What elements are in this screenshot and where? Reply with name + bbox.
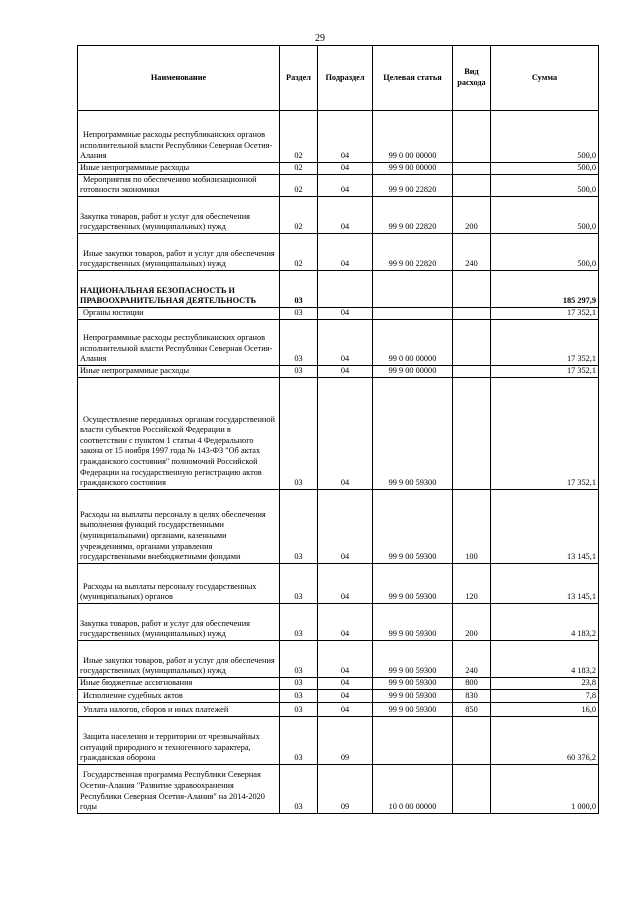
row-article-cell: 99 9 00 22820: [373, 233, 453, 270]
row-article-cell: 99 9 00 00000: [373, 163, 453, 175]
row-expense-type-cell: [453, 270, 491, 307]
row-expense-type-cell: [453, 377, 491, 489]
table-row: [78, 716, 599, 764]
row-sum-cell: 500,0: [491, 174, 599, 196]
row-podrazdel-cell: 04: [318, 233, 373, 270]
row-article-cell: 99 9 00 22820: [373, 174, 453, 196]
row-article-cell: [373, 307, 453, 319]
row-sum-cell: 500,0: [491, 111, 599, 163]
row-razdel-cell: 02: [280, 174, 318, 196]
row-article-cell: 99 0 00 00000: [373, 319, 453, 365]
row-name-cell: Мероприятия по обеспечению мобилизационной готовности экономики: [78, 174, 280, 196]
row-expense-type-cell: 200: [453, 196, 491, 233]
table-row: [78, 689, 599, 702]
row-name-cell: Закупка товаров, работ и услуг для обеспечения государственных (муниципальных) нужд: [78, 196, 280, 233]
row-razdel-cell: 03: [280, 319, 318, 365]
budget-table: [77, 45, 599, 814]
table-row: [78, 365, 599, 377]
row-sum-cell: 13 145,1: [491, 489, 599, 563]
table-header-row: [78, 46, 599, 111]
row-razdel-cell: 03: [280, 563, 318, 603]
row-sum-cell: 500,0: [491, 163, 599, 175]
row-razdel-cell: 02: [280, 163, 318, 175]
row-sum-cell: 17 352,1: [491, 319, 599, 365]
table-row: [78, 377, 599, 489]
row-razdel-cell: 03: [280, 640, 318, 677]
row-podrazdel-cell: 04: [318, 307, 373, 319]
table-row: [78, 270, 599, 307]
row-name-cell: Исполнение судебных актов: [78, 689, 280, 702]
column-header-expense-type: Вид расхода: [453, 46, 491, 111]
row-article-cell: [373, 716, 453, 764]
column-header-podrazdel: Подраздел: [318, 46, 373, 111]
table-row: [78, 489, 599, 563]
row-sum-cell: 4 183,2: [491, 603, 599, 640]
row-sum-cell: 17 352,1: [491, 365, 599, 377]
column-header-name: Наименование: [78, 46, 280, 111]
row-podrazdel-cell: 04: [318, 163, 373, 175]
row-article-cell: 99 9 00 59300: [373, 377, 453, 489]
row-podrazdel-cell: 04: [318, 365, 373, 377]
row-name-cell: Иные закупки товаров, работ и услуг для обеспечения государственных (муниципальных) нужд: [78, 233, 280, 270]
table-row: [78, 174, 599, 196]
row-expense-type-cell: 800: [453, 677, 491, 689]
row-name-cell: Уплата налогов, сборов и иных платежей: [78, 702, 280, 716]
row-razdel-cell: 03: [280, 365, 318, 377]
table-row: [78, 563, 599, 603]
row-razdel-cell: 02: [280, 196, 318, 233]
row-article-cell: 99 9 00 00000: [373, 365, 453, 377]
row-article-cell: 99 9 00 22820: [373, 196, 453, 233]
row-article-cell: 99 9 00 59300: [373, 563, 453, 603]
row-article-cell: 99 9 00 59300: [373, 689, 453, 702]
row-expense-type-cell: [453, 307, 491, 319]
row-expense-type-cell: 200: [453, 603, 491, 640]
row-sum-cell: 17 352,1: [491, 307, 599, 319]
table-row: [78, 233, 599, 270]
row-razdel-cell: 03: [280, 489, 318, 563]
row-podrazdel-cell: 09: [318, 764, 373, 813]
row-podrazdel-cell: 04: [318, 319, 373, 365]
row-expense-type-cell: [453, 365, 491, 377]
row-razdel-cell: 03: [280, 603, 318, 640]
row-razdel-cell: 03: [280, 307, 318, 319]
row-name-cell: НАЦИОНАЛЬНАЯ БЕЗОПАСНОСТЬ И ПРАВООХРАНИТЕЛЬНАЯ ДЕЯТЕЛЬНОСТЬ: [78, 270, 280, 307]
table-row: [78, 702, 599, 716]
table-row: [78, 163, 599, 175]
row-article-cell: [373, 270, 453, 307]
row-podrazdel-cell: 04: [318, 677, 373, 689]
row-podrazdel-cell: 04: [318, 563, 373, 603]
row-article-cell: 99 0 00 00000: [373, 111, 453, 163]
row-podrazdel-cell: 04: [318, 603, 373, 640]
row-name-cell: Иные непрограммные расходы: [78, 365, 280, 377]
row-name-cell: Органы юстиции: [78, 307, 280, 319]
row-expense-type-cell: 100: [453, 489, 491, 563]
row-expense-type-cell: [453, 319, 491, 365]
row-expense-type-cell: [453, 174, 491, 196]
table-body: [78, 111, 599, 814]
row-expense-type-cell: 850: [453, 702, 491, 716]
table-row: [78, 307, 599, 319]
row-sum-cell: 1 000,0: [491, 764, 599, 813]
row-podrazdel-cell: [318, 270, 373, 307]
row-podrazdel-cell: 04: [318, 489, 373, 563]
row-podrazdel-cell: 04: [318, 174, 373, 196]
row-podrazdel-cell: 04: [318, 689, 373, 702]
row-razdel-cell: 03: [280, 716, 318, 764]
row-razdel-cell: 03: [280, 764, 318, 813]
row-sum-cell: 500,0: [491, 233, 599, 270]
row-name-cell: Иные непрограммные расходы: [78, 163, 280, 175]
row-name-cell: Расходы на выплаты персоналу государственных (муниципальных) органов: [78, 563, 280, 603]
table-row: [78, 196, 599, 233]
table-row: [78, 319, 599, 365]
row-expense-type-cell: 240: [453, 640, 491, 677]
row-expense-type-cell: 120: [453, 563, 491, 603]
row-expense-type-cell: 240: [453, 233, 491, 270]
row-expense-type-cell: [453, 764, 491, 813]
row-sum-cell: 13 145,1: [491, 563, 599, 603]
row-razdel-cell: 03: [280, 689, 318, 702]
row-sum-cell: 23,8: [491, 677, 599, 689]
row-sum-cell: 17 352,1: [491, 377, 599, 489]
row-name-cell: Закупка товаров, работ и услуг для обеспечения государственных (муниципальных) нужд: [78, 603, 280, 640]
page-number: 29: [315, 33, 325, 44]
row-name-cell: Расходы на выплаты персоналу в целях обеспечения выполнения функций государственными (муниципальными) органами, казенными учреждениями, органами управления государственными внебюджетными фондами: [78, 489, 280, 563]
row-podrazdel-cell: 04: [318, 702, 373, 716]
row-article-cell: 99 9 00 59300: [373, 702, 453, 716]
row-sum-cell: 60 376,2: [491, 716, 599, 764]
row-name-cell: Иные бюджетные ассигнования: [78, 677, 280, 689]
row-expense-type-cell: 830: [453, 689, 491, 702]
row-razdel-cell: 03: [280, 702, 318, 716]
row-name-cell: Непрограммные расходы республиканских органов исполнительной власти Республики Северная Осетия-Алания: [78, 111, 280, 163]
row-expense-type-cell: [453, 716, 491, 764]
table-row: [78, 603, 599, 640]
row-podrazdel-cell: 09: [318, 716, 373, 764]
row-name-cell: Осуществление переданных органам государственной власти субъектов Российской Федерации в соответствии с пунктом 1 статьи 4 Федерального закона от 15 ноября 1997 года № 143-ФЗ "Об актах гражданского состояния" полномочий Российской Федерации на государственную регистрацию актов гражданского состояния: [78, 377, 280, 489]
table-row: [78, 677, 599, 689]
row-podrazdel-cell: 04: [318, 640, 373, 677]
row-expense-type-cell: [453, 163, 491, 175]
column-header-target-article: Целевая статья: [373, 46, 453, 111]
row-name-cell: Защита населения и территории от чрезвычайных ситуаций природного и техногенного характера, гражданская оборона: [78, 716, 280, 764]
row-podrazdel-cell: 04: [318, 377, 373, 489]
row-article-cell: 99 9 00 59300: [373, 677, 453, 689]
table-row: [78, 111, 599, 163]
row-podrazdel-cell: 04: [318, 196, 373, 233]
row-article-cell: 99 9 00 59300: [373, 489, 453, 563]
row-sum-cell: 4 183,2: [491, 640, 599, 677]
row-podrazdel-cell: 04: [318, 111, 373, 163]
row-name-cell: Государственная программа Республики Северная Осетия-Алания "Развитие здравоохранения Республики Северная Осетия-Алания" на 2014-2020 годы: [78, 764, 280, 813]
row-name-cell: Непрограммные расходы республиканских органов исполнительной власти Республики Северная Осетия-Алания: [78, 319, 280, 365]
row-sum-cell: 16,0: [491, 702, 599, 716]
row-expense-type-cell: [453, 111, 491, 163]
table-row: [78, 640, 599, 677]
row-razdel-cell: 03: [280, 677, 318, 689]
row-name-cell: Иные закупки товаров, работ и услуг для обеспечения государственных (муниципальных) нужд: [78, 640, 280, 677]
column-header-razdel: Раздел: [280, 46, 318, 111]
row-article-cell: 99 9 00 59300: [373, 603, 453, 640]
row-razdel-cell: 02: [280, 233, 318, 270]
row-sum-cell: 7,8: [491, 689, 599, 702]
row-razdel-cell: 03: [280, 270, 318, 307]
row-sum-cell: 185 297,9: [491, 270, 599, 307]
row-razdel-cell: 02: [280, 111, 318, 163]
row-razdel-cell: 03: [280, 377, 318, 489]
row-article-cell: 10 0 00 00000: [373, 764, 453, 813]
row-sum-cell: 500,0: [491, 196, 599, 233]
column-header-sum: Сумма: [491, 46, 599, 111]
table-row: [78, 764, 599, 813]
row-article-cell: 99 9 00 59300: [373, 640, 453, 677]
